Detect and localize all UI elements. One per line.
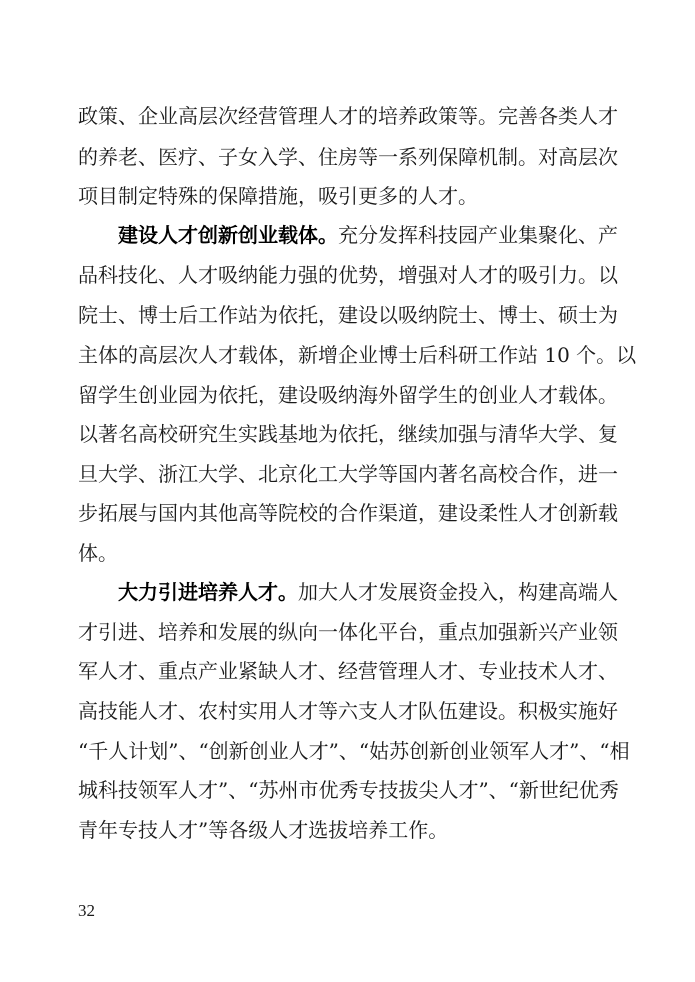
section-first-line	[118, 222, 618, 248]
section-heading-talent: 大力引进培养人才。	[118, 580, 298, 604]
paragraph-line: 政策、企业高层次经营管理人才的培养政策等。完善各类人才	[78, 104, 618, 128]
paragraph-line: 军人才、重点产业紧缺人才、经营管理人才、专业技术人才、	[78, 659, 618, 683]
paragraph-line: 高技能人才、农村实用人才等六支人才队伍建设。积极实施好	[78, 699, 618, 723]
paragraph-line: 项目制定特殊的保障措施，吸引更多的人才。	[78, 184, 478, 208]
paragraph-line: 主体的高层次人才载体，新增企业博士后科研工作站 10 个。以	[78, 343, 637, 367]
paragraph-line: 的养老、医疗、子女入学、住房等一系列保障机制。对高层次	[78, 145, 618, 169]
paragraph-line: “千人计划”、“创新创业人才”、“姑苏创新创业领军人才”、“相	[78, 739, 630, 763]
paragraph-line: 才引进、培养和发展的纵向一体化平台，重点加强新兴产业领	[78, 620, 618, 644]
paragraph-line: 青年专技人才”等各级人才选拔培养工作。	[78, 818, 449, 842]
section-first-line-text: 加大人才发展资金投入，构建高端人	[298, 580, 618, 604]
paragraph-line: 城科技领军人才”、“苏州市优秀专技拔尖人才”、“新世纪优秀	[78, 778, 619, 802]
page-number: 32	[78, 901, 95, 920]
paragraph-line: 步拓展与国内其他高等院校的合作渠道，建设柔性人才创新载	[78, 501, 618, 525]
paragraph-line: 以著名高校研究生实践基地为依托，继续加强与清华大学、复	[78, 422, 618, 446]
paragraph-line: 品科技化、人才吸纳能力强的优势，增强对人才的吸引力。以	[78, 263, 618, 287]
paragraph-line: 留学生创业园为依托，建设吸纳海外留学生的创业人才载体。	[78, 383, 618, 407]
paragraph-line: 旦大学、浙江大学、北京化工大学等国内著名高校合作，进一	[78, 462, 618, 486]
section-first-line-text: 充分发挥科技园产业集聚化、产	[338, 223, 618, 247]
section-heading-carrier: 建设人才创新创业载体。	[118, 223, 338, 247]
paragraph-line: 院士、博士后工作站为依托，建设以吸纳院士、博士、硕士为	[78, 303, 618, 327]
paragraph-line: 体。	[78, 541, 118, 565]
section-first-line	[118, 579, 618, 605]
